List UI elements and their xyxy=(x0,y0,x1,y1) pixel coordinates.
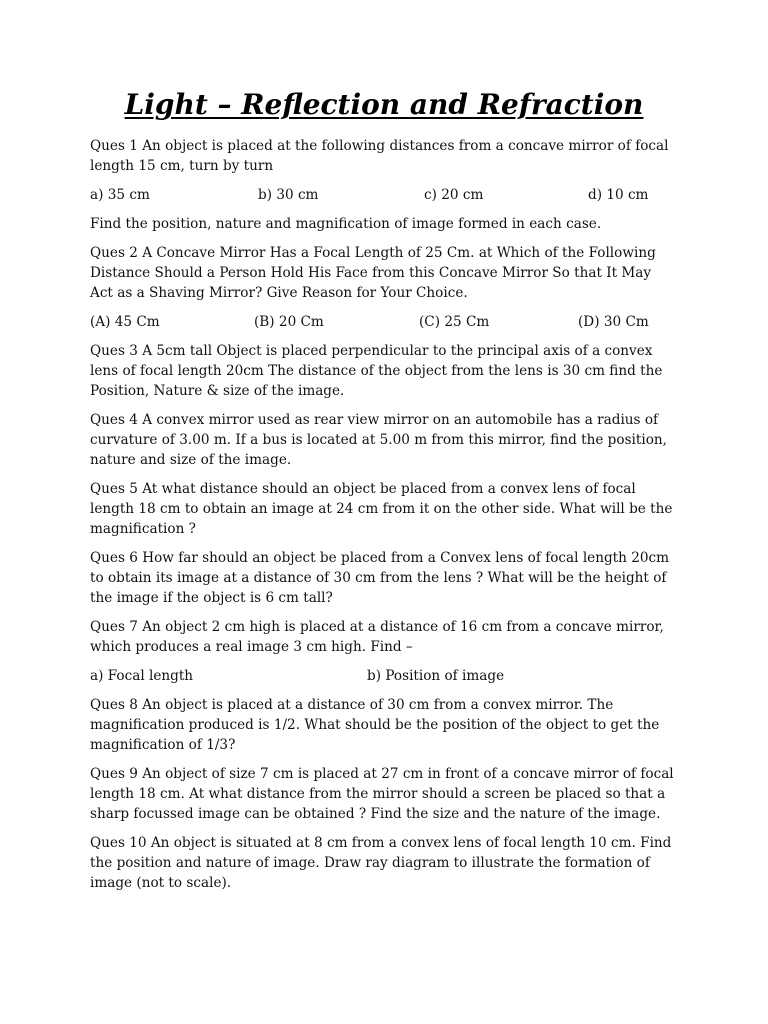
question-9: Ques 9 An object of size 7 cm is placed at 27 cm in front of a concave mirror of focal length 18 cm. At what distance from the mirror should a screen be placed so that a sharp focussed image can be obtained ? Find the size and the nature of the image. xyxy=(90,766,674,822)
question-1-option-c: c) 20 cm xyxy=(424,187,484,203)
question-2-option-d: (D) 30 Cm xyxy=(578,314,649,330)
question-7-options xyxy=(90,666,678,686)
question-1-option-b: b) 30 cm xyxy=(258,187,319,203)
question-2: Ques 2 A Concave Mirror Has a Focal Length of 25 Cm. at Which of the Following Distance Should a Person Hold His Face from this Concave Mirror So that It May Act as a Shaving Mirror? Give Reason for Your Choice. xyxy=(90,245,656,301)
question-1-option-a: a) 35 cm xyxy=(90,187,150,203)
page-title: Light – Reflection and Refraction xyxy=(124,88,644,121)
question-1-followup: Find the position, nature and magnification of image formed in each case. xyxy=(90,216,602,232)
question-6: Ques 6 How far should an object be placed from a Convex lens of focal length 20cm to obtain its image at a distance of 30 cm from the lens ? What will be the height of the image if the object is 6 cm tall? xyxy=(90,550,670,606)
question-list xyxy=(90,136,678,893)
question-7-option-b: b) Position of image xyxy=(367,668,505,684)
question-4: Ques 4 A convex mirror used as rear view mirror on an automobile has a radius of curvature of 3.00 m. If a bus is located at 5.00 m from this mirror, find the position, nature and size of the image. xyxy=(90,412,667,468)
question-3: Ques 3 A 5cm tall Object is placed perpendicular to the principal axis of a convex lens of focal length 20cm The distance of the object from the lens is 30 cm find the Position, Nature & size of the image. xyxy=(90,343,663,399)
question-2-option-a: (A) 45 Cm xyxy=(90,314,160,330)
question-2-options xyxy=(90,312,678,332)
question-7: Ques 7 An object 2 cm high is placed at a distance of 16 cm from a concave mirror, which produces a real image 3 cm high. Find – xyxy=(90,619,664,655)
question-5: Ques 5 At what distance should an object be placed from a convex lens of focal length 18 cm to obtain an image at 24 cm from it on the other side. What will be the magnification ? xyxy=(90,481,673,537)
question-10: Ques 10 An object is situated at 8 cm from a convex lens of focal length 10 cm. Find the position and nature of image. Draw ray diagram to illustrate the formation of image (not to scale). xyxy=(90,835,672,891)
question-7-option-a: a) Focal length xyxy=(90,668,194,684)
question-1-option-d: d) 10 cm xyxy=(588,187,649,203)
question-2-option-c: (C) 25 Cm xyxy=(419,314,490,330)
question-1-options xyxy=(90,185,678,205)
question-2-option-b: (B) 20 Cm xyxy=(254,314,324,330)
question-8: Ques 8 An object is placed at a distance of 30 cm from a convex mirror. The magnification produced is 1/2. What should be the position of the object to get the magnification of 1/3? xyxy=(90,697,660,753)
question-1: Ques 1 An object is placed at the following distances from a concave mirror of focal length 15 cm, turn by turn xyxy=(90,138,669,174)
